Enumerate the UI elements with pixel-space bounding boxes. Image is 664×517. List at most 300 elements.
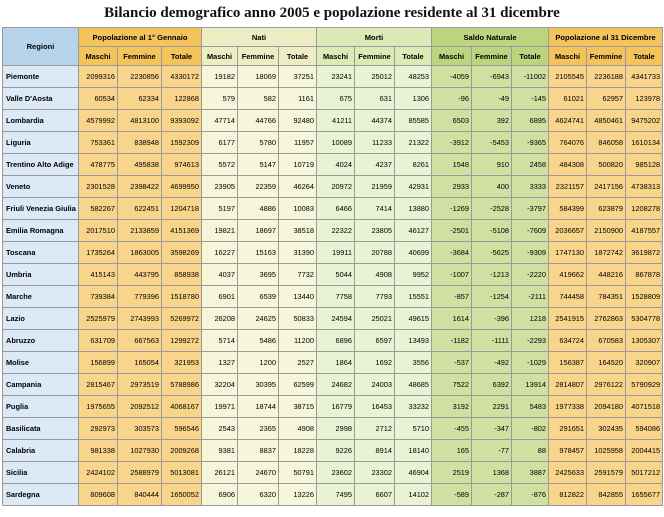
cell-saldo: -3797: [512, 198, 549, 220]
header-sub-row: [3, 47, 663, 66]
cell-morti: 6466: [317, 198, 355, 220]
cell-saldo: -2220: [512, 264, 549, 286]
table-row: [3, 418, 663, 440]
cell-pop-end: 2004415: [626, 440, 663, 462]
cell-nati: 5486: [238, 330, 279, 352]
region-name: Veneto: [3, 176, 79, 198]
cell-saldo: 392: [472, 110, 512, 132]
cell-pop-end: 2105545: [549, 66, 587, 88]
cell-nati: 4908: [279, 418, 317, 440]
cell-saldo: -537: [432, 352, 472, 374]
demographic-table: [2, 27, 663, 506]
cell-morti: 8914: [355, 440, 395, 462]
cell-nati: 5780: [238, 132, 279, 154]
header-regioni: Regioni: [3, 28, 79, 66]
cell-pop-start: 631709: [79, 330, 118, 352]
cell-pop-end: 623879: [587, 198, 626, 220]
cell-pop-end: 320907: [626, 352, 663, 374]
cell-morti: 23241: [317, 66, 355, 88]
cell-pop-start: 2230856: [118, 66, 162, 88]
cell-saldo: 165: [432, 440, 472, 462]
cell-saldo: -1111: [472, 330, 512, 352]
region-name: Marche: [3, 286, 79, 308]
cell-pop-start: 809608: [79, 484, 118, 506]
cell-pop-end: 164520: [587, 352, 626, 374]
cell-pop-end: 2321157: [549, 176, 587, 198]
cell-pop-start: 5013081: [162, 462, 202, 484]
cell-nati: 19821: [202, 220, 238, 242]
region-name: Molise: [3, 352, 79, 374]
cell-pop-start: 495838: [118, 154, 162, 176]
cell-pop-start: 974613: [162, 154, 202, 176]
cell-pop-start: 2973519: [118, 374, 162, 396]
cell-pop-end: 4187557: [626, 220, 663, 242]
cell-nati: 50791: [279, 462, 317, 484]
cell-nati: 37251: [279, 66, 317, 88]
cell-morti: 5044: [317, 264, 355, 286]
cell-saldo: 1218: [512, 308, 549, 330]
cell-nati: 2543: [202, 418, 238, 440]
cell-nati: 10719: [279, 154, 317, 176]
cell-saldo: -857: [432, 286, 472, 308]
header-group-pop-start: Popolazione al 1° Gennaio: [79, 28, 202, 47]
cell-nati: 6906: [202, 484, 238, 506]
header-sub-morti-2: Totale: [395, 47, 432, 66]
cell-pop-start: 2588979: [118, 462, 162, 484]
cell-pop-end: 1208278: [626, 198, 663, 220]
cell-nati: 18697: [238, 220, 279, 242]
cell-nati: 5714: [202, 330, 238, 352]
cell-pop-start: 4151369: [162, 220, 202, 242]
cell-morti: 11233: [355, 132, 395, 154]
cell-saldo: 5483: [512, 396, 549, 418]
cell-saldo: -492: [472, 352, 512, 374]
page-title: Bilancio demografico anno 2005 e popolazione residente al 31 dicembre: [104, 5, 560, 21]
cell-pop-end: 812822: [549, 484, 587, 506]
cell-nati: 38715: [279, 396, 317, 418]
table-row: [3, 242, 663, 264]
cell-pop-end: 448216: [587, 264, 626, 286]
cell-saldo: -1182: [432, 330, 472, 352]
table-row: [3, 198, 663, 220]
region-name: Campania: [3, 374, 79, 396]
cell-morti: 14102: [395, 484, 432, 506]
cell-morti: 24682: [317, 374, 355, 396]
table-row: [3, 462, 663, 484]
cell-pop-start: 838948: [118, 132, 162, 154]
cell-pop-end: 62957: [587, 88, 626, 110]
cell-nati: 47714: [202, 110, 238, 132]
table-row: [3, 396, 663, 418]
cell-saldo: 6503: [432, 110, 472, 132]
cell-nati: 15163: [238, 242, 279, 264]
cell-pop-end: 9475202: [626, 110, 663, 132]
cell-pop-end: 4738313: [626, 176, 663, 198]
cell-nati: 16227: [202, 242, 238, 264]
cell-morti: 4908: [355, 264, 395, 286]
cell-pop-end: 2236188: [587, 66, 626, 88]
cell-morti: 10089: [317, 132, 355, 154]
header-sub-pop-end-1: Femmine: [587, 47, 626, 66]
cell-morti: 23602: [317, 462, 355, 484]
region-name: Lombardia: [3, 110, 79, 132]
cell-pop-end: 2417156: [587, 176, 626, 198]
cell-pop-start: 2815467: [79, 374, 118, 396]
cell-nati: 32204: [202, 374, 238, 396]
cell-pop-start: 443795: [118, 264, 162, 286]
cell-saldo: 3333: [512, 176, 549, 198]
header-group-saldo: Saldo Naturale: [432, 28, 549, 47]
cell-pop-start: 9393092: [162, 110, 202, 132]
cell-morti: 44374: [355, 110, 395, 132]
header-sub-saldo-2: Totale: [512, 47, 549, 66]
header-group-morti: Morti: [317, 28, 432, 47]
cell-pop-end: 842855: [587, 484, 626, 506]
cell-pop-start: 2525979: [79, 308, 118, 330]
cell-morti: 16453: [355, 396, 395, 418]
cell-saldo: -4059: [432, 66, 472, 88]
cell-saldo: -2528: [472, 198, 512, 220]
cell-nati: 24670: [238, 462, 279, 484]
cell-pop-start: 4813100: [118, 110, 162, 132]
cell-pop-end: 1025958: [587, 440, 626, 462]
cell-pop-start: 2398422: [118, 176, 162, 198]
header-sub-saldo-1: Femmine: [472, 47, 512, 66]
cell-saldo: -9309: [512, 242, 549, 264]
cell-pop-end: 4850461: [587, 110, 626, 132]
cell-morti: 42931: [395, 176, 432, 198]
cell-pop-end: 846058: [587, 132, 626, 154]
cell-nati: 579: [202, 88, 238, 110]
cell-nati: 13226: [279, 484, 317, 506]
header-sub-nati-2: Totale: [279, 47, 317, 66]
cell-nati: 6320: [238, 484, 279, 506]
cell-saldo: -9365: [512, 132, 549, 154]
cell-pop-end: 985128: [626, 154, 663, 176]
cell-pop-end: 1872742: [587, 242, 626, 264]
region-name: Piemonte: [3, 66, 79, 88]
cell-pop-end: 634724: [549, 330, 587, 352]
cell-morti: 19911: [317, 242, 355, 264]
cell-morti: 7414: [355, 198, 395, 220]
cell-pop-end: 1747130: [549, 242, 587, 264]
cell-nati: 38518: [279, 220, 317, 242]
cell-pop-end: 764076: [549, 132, 587, 154]
cell-nati: 1200: [238, 352, 279, 374]
cell-morti: 15551: [395, 286, 432, 308]
cell-morti: 46127: [395, 220, 432, 242]
cell-pop-end: 4071518: [626, 396, 663, 418]
cell-nati: 13440: [279, 286, 317, 308]
cell-morti: 9952: [395, 264, 432, 286]
cell-pop-end: 584399: [549, 198, 587, 220]
cell-saldo: -802: [512, 418, 549, 440]
table-row: [3, 308, 663, 330]
cell-morti: 16779: [317, 396, 355, 418]
cell-morti: 6597: [355, 330, 395, 352]
cell-pop-end: 1610134: [626, 132, 663, 154]
cell-pop-end: 1977338: [549, 396, 587, 418]
cell-pop-end: 5790929: [626, 374, 663, 396]
cell-morti: 46904: [395, 462, 432, 484]
region-name: Abruzzo: [3, 330, 79, 352]
table-row: [3, 484, 663, 506]
cell-morti: 4024: [317, 154, 355, 176]
cell-pop-start: 981338: [79, 440, 118, 462]
cell-saldo: 13914: [512, 374, 549, 396]
cell-pop-start: 858938: [162, 264, 202, 286]
cell-pop-start: 1204718: [162, 198, 202, 220]
cell-nati: 6901: [202, 286, 238, 308]
table-row: [3, 286, 663, 308]
cell-morti: 1692: [355, 352, 395, 374]
cell-morti: 13493: [395, 330, 432, 352]
region-name: Valle D'Aosta: [3, 88, 79, 110]
region-name: Calabria: [3, 440, 79, 462]
cell-morti: 7758: [317, 286, 355, 308]
region-name: Toscana: [3, 242, 79, 264]
cell-nati: 8837: [238, 440, 279, 462]
cell-saldo: -5108: [472, 220, 512, 242]
cell-nati: 92480: [279, 110, 317, 132]
table-row: [3, 176, 663, 198]
cell-morti: 2998: [317, 418, 355, 440]
cell-pop-end: 744458: [549, 286, 587, 308]
cell-morti: 1306: [395, 88, 432, 110]
cell-pop-start: 2133859: [118, 220, 162, 242]
cell-nati: 11200: [279, 330, 317, 352]
region-name: Sicilia: [3, 462, 79, 484]
cell-nati: 5572: [202, 154, 238, 176]
cell-nati: 62599: [279, 374, 317, 396]
cell-pop-start: 4068167: [162, 396, 202, 418]
cell-pop-start: 1299272: [162, 330, 202, 352]
cell-nati: 24625: [238, 308, 279, 330]
cell-saldo: -347: [472, 418, 512, 440]
cell-saldo: -589: [432, 484, 472, 506]
cell-saldo: 910: [472, 154, 512, 176]
cell-nati: 26208: [202, 308, 238, 330]
header-group-nati: Nati: [202, 28, 317, 47]
cell-saldo: 2519: [432, 462, 472, 484]
cell-morti: 40699: [395, 242, 432, 264]
cell-morti: 25021: [355, 308, 395, 330]
cell-pop-end: 419662: [549, 264, 587, 286]
cell-nati: 4037: [202, 264, 238, 286]
cell-saldo: 6392: [472, 374, 512, 396]
table-row: [3, 110, 663, 132]
cell-morti: 22322: [317, 220, 355, 242]
cell-saldo: 6895: [512, 110, 549, 132]
cell-pop-start: 667563: [118, 330, 162, 352]
region-name: Puglia: [3, 396, 79, 418]
cell-nati: 11957: [279, 132, 317, 154]
cell-morti: 23302: [355, 462, 395, 484]
cell-pop-end: 670583: [587, 330, 626, 352]
cell-pop-start: 1518780: [162, 286, 202, 308]
cell-nati: 18744: [238, 396, 279, 418]
cell-pop-end: 2976122: [587, 374, 626, 396]
cell-pop-end: 61021: [549, 88, 587, 110]
cell-nati: 6539: [238, 286, 279, 308]
cell-pop-end: 978457: [549, 440, 587, 462]
cell-nati: 2527: [279, 352, 317, 374]
cell-pop-end: 594086: [626, 418, 663, 440]
cell-morti: 1864: [317, 352, 355, 374]
cell-saldo: -145: [512, 88, 549, 110]
cell-pop-end: 2094180: [587, 396, 626, 418]
cell-pop-end: 2814807: [549, 374, 587, 396]
cell-nati: 2365: [238, 418, 279, 440]
cell-morti: 20788: [355, 242, 395, 264]
cell-morti: 23805: [355, 220, 395, 242]
header-sub-saldo-0: Maschi: [432, 47, 472, 66]
cell-nati: 1161: [279, 88, 317, 110]
cell-nati: 19182: [202, 66, 238, 88]
header-sub-nati-1: Femmine: [238, 47, 279, 66]
cell-saldo: -1269: [432, 198, 472, 220]
header-sub-pop-start-1: Femmine: [118, 47, 162, 66]
cell-pop-end: 484308: [549, 154, 587, 176]
region-name: Liguria: [3, 132, 79, 154]
cell-nati: 18069: [238, 66, 279, 88]
cell-pop-end: 784351: [587, 286, 626, 308]
region-name: Emilia Romagna: [3, 220, 79, 242]
cell-pop-start: 303573: [118, 418, 162, 440]
cell-pop-start: 4699950: [162, 176, 202, 198]
cell-saldo: -876: [512, 484, 549, 506]
cell-pop-start: 156899: [79, 352, 118, 374]
cell-pop-end: 500820: [587, 154, 626, 176]
cell-pop-end: 1528809: [626, 286, 663, 308]
cell-morti: 41211: [317, 110, 355, 132]
cell-saldo: -2111: [512, 286, 549, 308]
cell-pop-start: 60534: [79, 88, 118, 110]
cell-pop-start: 2743993: [118, 308, 162, 330]
cell-morti: 49615: [395, 308, 432, 330]
cell-morti: 13880: [395, 198, 432, 220]
cell-nati: 26121: [202, 462, 238, 484]
table-row: [3, 352, 663, 374]
cell-morti: 24594: [317, 308, 355, 330]
cell-saldo: -1029: [512, 352, 549, 374]
table-row: [3, 66, 663, 88]
cell-saldo: 1548: [432, 154, 472, 176]
cell-pop-start: 2017510: [79, 220, 118, 242]
cell-pop-start: 1592309: [162, 132, 202, 154]
cell-pop-start: 321953: [162, 352, 202, 374]
cell-morti: 18140: [395, 440, 432, 462]
cell-nati: 46264: [279, 176, 317, 198]
cell-nati: 31390: [279, 242, 317, 264]
cell-morti: 21322: [395, 132, 432, 154]
cell-nati: 582: [238, 88, 279, 110]
cell-pop-end: 1305307: [626, 330, 663, 352]
cell-nati: 6177: [202, 132, 238, 154]
cell-nati: 23905: [202, 176, 238, 198]
header-sub-morti-1: Femmine: [355, 47, 395, 66]
cell-pop-start: 415143: [79, 264, 118, 286]
cell-pop-end: 3619872: [626, 242, 663, 264]
cell-pop-end: 2541915: [549, 308, 587, 330]
cell-saldo: -49: [472, 88, 512, 110]
cell-nati: 18228: [279, 440, 317, 462]
cell-nati: 22359: [238, 176, 279, 198]
cell-pop-start: 122868: [162, 88, 202, 110]
cell-pop-end: 2036657: [549, 220, 587, 242]
table-row: [3, 264, 663, 286]
header-sub-pop-start-2: Totale: [162, 47, 202, 66]
cell-saldo: -5625: [472, 242, 512, 264]
table-row: [3, 88, 663, 110]
cell-saldo: -5453: [472, 132, 512, 154]
cell-saldo: 7522: [432, 374, 472, 396]
cell-saldo: -96: [432, 88, 472, 110]
region-name: Basilicata: [3, 418, 79, 440]
cell-nati: 5197: [202, 198, 238, 220]
cell-morti: 4237: [355, 154, 395, 176]
cell-saldo: 1614: [432, 308, 472, 330]
cell-morti: 48253: [395, 66, 432, 88]
cell-pop-end: 123978: [626, 88, 663, 110]
cell-morti: 7495: [317, 484, 355, 506]
cell-nati: 19971: [202, 396, 238, 418]
cell-saldo: -77: [472, 440, 512, 462]
table-body: [3, 66, 663, 506]
cell-saldo: 2933: [432, 176, 472, 198]
cell-pop-start: 4330172: [162, 66, 202, 88]
table-row: [3, 374, 663, 396]
cell-morti: 33232: [395, 396, 432, 418]
cell-pop-start: 1735264: [79, 242, 118, 264]
cell-morti: 3556: [395, 352, 432, 374]
cell-pop-start: 1027930: [118, 440, 162, 462]
region-name: Umbria: [3, 264, 79, 286]
header-sub-pop-start-0: Maschi: [79, 47, 118, 66]
cell-pop-end: 156387: [549, 352, 587, 374]
cell-pop-start: 1863005: [118, 242, 162, 264]
cell-pop-start: 292973: [79, 418, 118, 440]
cell-nati: 5147: [238, 154, 279, 176]
cell-nati: 9381: [202, 440, 238, 462]
header-sub-morti-0: Maschi: [317, 47, 355, 66]
cell-pop-end: 4341733: [626, 66, 663, 88]
cell-saldo: -1007: [432, 264, 472, 286]
cell-pop-end: 2150900: [587, 220, 626, 242]
cell-pop-start: 2092512: [118, 396, 162, 418]
region-name: Sardegna: [3, 484, 79, 506]
cell-nati: 7732: [279, 264, 317, 286]
cell-pop-start: 2424102: [79, 462, 118, 484]
cell-pop-start: 779396: [118, 286, 162, 308]
cell-nati: 3695: [238, 264, 279, 286]
cell-saldo: -396: [472, 308, 512, 330]
cell-morti: 20972: [317, 176, 355, 198]
cell-pop-start: 5269972: [162, 308, 202, 330]
header-group-pop-end: Popolazione al 31 Dicembre: [549, 28, 663, 47]
region-name: Trentino Alto Adige: [3, 154, 79, 176]
cell-pop-end: 2762863: [587, 308, 626, 330]
cell-saldo: 3192: [432, 396, 472, 418]
cell-pop-start: 2301528: [79, 176, 118, 198]
cell-morti: 48685: [395, 374, 432, 396]
cell-saldo: 3887: [512, 462, 549, 484]
cell-pop-end: 1655677: [626, 484, 663, 506]
cell-saldo: -455: [432, 418, 472, 440]
region-name: Lazio: [3, 308, 79, 330]
cell-saldo: -7609: [512, 220, 549, 242]
cell-saldo: -287: [472, 484, 512, 506]
